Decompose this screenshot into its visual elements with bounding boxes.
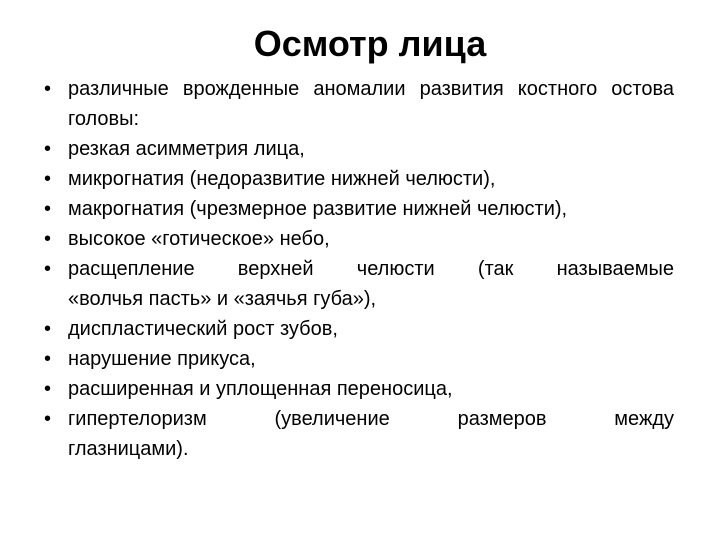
bullet-icon: • <box>44 78 52 100</box>
list-item-text: микрогнатия (недоразвитие нижней челюсти), <box>68 168 496 190</box>
list-item <box>44 254 674 284</box>
list-item <box>44 134 674 164</box>
bullet-icon: • <box>44 348 52 370</box>
list-item <box>44 344 674 374</box>
list-item-text: высокое «готическое» небо, <box>68 228 330 250</box>
bullet-icon: • <box>44 408 52 430</box>
slide-title: Осмотр лица <box>253 23 487 64</box>
list-item <box>44 224 674 254</box>
list-item-text: гипертелоризм (увеличение размеров между <box>68 408 674 430</box>
bullet-icon: • <box>44 138 52 160</box>
bullet-icon: • <box>44 228 52 250</box>
bullet-icon: • <box>44 198 52 220</box>
list-item-text: диспластический рост зубов, <box>68 318 338 340</box>
bullet-icon: • <box>44 168 52 190</box>
list-item-continuation <box>44 434 674 464</box>
list-item <box>44 164 674 194</box>
list-item-text: различные врожденные аномалии развития костного остова головы: <box>68 78 674 130</box>
list-item-text: резкая асимметрия лица, <box>68 138 305 160</box>
list-item-text: нарушение прикуса, <box>68 348 256 370</box>
list-item-text: «волчья пасть» и «заячья губа»), <box>68 288 377 310</box>
list-item <box>44 314 674 344</box>
list-item-continuation <box>44 284 674 314</box>
list-item-text: расширенная и уплощенная переносица, <box>68 378 453 400</box>
list-item-text: макрогнатия (чрезмерное развитие нижней челюсти), <box>68 198 568 220</box>
list-item <box>44 404 674 434</box>
list-item-text: глазницами). <box>68 438 189 460</box>
list-item <box>44 74 674 134</box>
list-item <box>44 194 674 224</box>
list-item <box>44 374 674 404</box>
list-item-text: расщепление верхней челюсти (так называемые <box>68 258 674 280</box>
bullet-icon: • <box>44 318 52 340</box>
bullet-list <box>44 74 674 464</box>
bullet-icon: • <box>44 258 52 280</box>
bullet-icon: • <box>44 378 52 400</box>
